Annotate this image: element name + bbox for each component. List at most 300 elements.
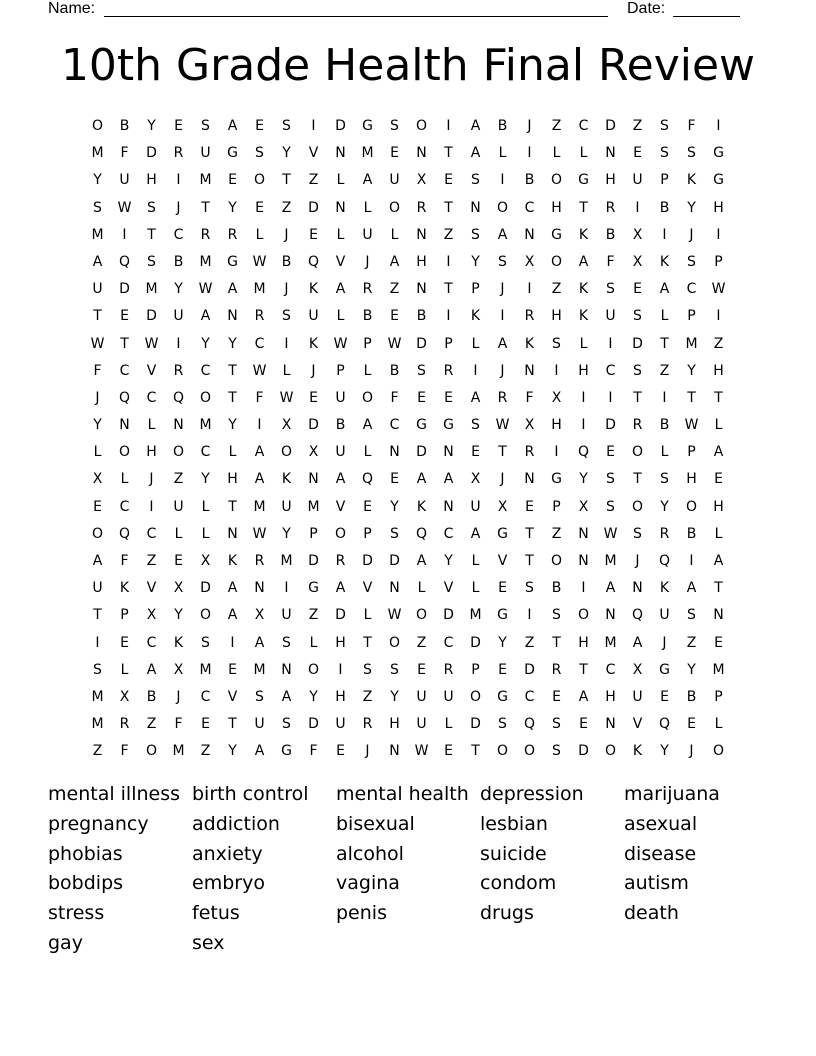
grid-letter: I <box>122 226 127 243</box>
grid-letter: Y <box>579 471 588 488</box>
grid-letter: L <box>390 226 399 243</box>
grid-letter: H <box>551 308 562 325</box>
grid-letter: E <box>228 661 237 678</box>
grid-letter: A <box>470 145 481 162</box>
grid-letter: E <box>363 498 372 515</box>
grid-letter: V <box>335 498 346 515</box>
grid-letter: I <box>257 417 262 434</box>
grid-letter: C <box>146 634 157 651</box>
grid-row <box>84 195 732 222</box>
grid-letter: J <box>635 553 640 569</box>
word-list-item: addiction <box>192 812 280 835</box>
grid-letter: A <box>632 634 643 651</box>
grid-letter: T <box>633 389 642 406</box>
grid-letter: L <box>471 335 480 352</box>
grid-letter: L <box>363 607 372 624</box>
grid-letter: E <box>417 661 426 678</box>
word-list-item: sex <box>192 931 225 954</box>
word-list-row <box>48 929 768 959</box>
grid-letter: M <box>199 661 212 678</box>
grid-letter: L <box>336 308 345 325</box>
grid-letter: R <box>362 716 373 733</box>
grid-letter: H <box>146 444 157 461</box>
grid-row <box>84 385 732 412</box>
word-list-item: penis <box>336 902 387 925</box>
grid-letter: L <box>660 308 669 325</box>
grid-row <box>84 575 732 602</box>
grid-letter: S <box>660 118 669 134</box>
word-list-item: pregnancy <box>48 812 149 835</box>
grid-letter: T <box>579 199 588 216</box>
grid-letter: E <box>633 145 642 162</box>
grid-letter: I <box>527 281 532 298</box>
grid-letter: O <box>199 389 212 406</box>
grid-letter: C <box>200 362 211 379</box>
grid-letter: W <box>333 335 348 352</box>
grid-letter: Z <box>524 634 535 651</box>
grid-letter: N <box>119 417 130 434</box>
grid-row <box>84 412 732 439</box>
grid-letter: T <box>444 281 453 298</box>
grid-letter: V <box>632 716 643 733</box>
grid-letter: O <box>604 743 617 760</box>
grid-row <box>84 276 732 303</box>
grid-letter: H <box>146 172 157 189</box>
grid-letter: G <box>497 607 508 624</box>
grid-letter: E <box>390 471 399 488</box>
grid-letter: N <box>281 661 292 678</box>
grid-letter: O <box>469 688 482 705</box>
grid-letter: O <box>577 607 590 624</box>
grid-row <box>84 657 732 684</box>
name-label: Name: <box>48 0 96 17</box>
grid-letter: A <box>335 281 346 298</box>
grid-letter: Y <box>174 281 183 298</box>
grid-letter: R <box>524 308 535 325</box>
grid-letter: T <box>201 199 210 216</box>
grid-letter: W <box>495 417 510 434</box>
grid-letter: A <box>92 553 103 569</box>
grid-letter: A <box>659 281 670 298</box>
grid-letter: G <box>362 118 373 134</box>
grid-letter: X <box>551 389 562 406</box>
grid-letter: A <box>470 118 481 134</box>
grid-letter: S <box>525 580 534 597</box>
grid-letter: Z <box>416 634 427 651</box>
grid-letter: K <box>632 743 643 760</box>
grid-row <box>84 738 732 765</box>
grid-letter: I <box>581 580 586 597</box>
grid-letter: D <box>416 335 427 352</box>
grid-row <box>84 358 732 385</box>
grid-letter: R <box>362 281 373 298</box>
grid-letter: M <box>253 498 266 515</box>
grid-letter: D <box>524 661 535 678</box>
grid-letter: Q <box>658 553 671 569</box>
grid-letter: D <box>605 417 616 434</box>
word-list-row <box>48 810 768 840</box>
grid-letter: E <box>552 688 561 705</box>
word-list-item: fetus <box>192 902 240 925</box>
grid-row <box>84 548 732 575</box>
word-list-item: bisexual <box>336 812 415 835</box>
grid-letter: Y <box>660 498 669 515</box>
word-list-row <box>48 899 768 929</box>
grid-letter: Z <box>686 634 697 651</box>
grid-row <box>84 331 732 358</box>
grid-letter: J <box>689 743 694 760</box>
grid-letter: Y <box>282 525 291 542</box>
grid-letter: N <box>173 417 184 434</box>
grid-letter: I <box>527 607 532 624</box>
grid-letter: X <box>119 688 130 705</box>
grid-letter: Z <box>632 118 643 134</box>
grid-letter: S <box>471 226 480 243</box>
word-list-item: stress <box>48 902 105 925</box>
grid-letter: Y <box>228 743 237 760</box>
grid-row <box>84 711 732 738</box>
grid-letter: S <box>255 688 264 705</box>
grid-letter: A <box>362 172 373 189</box>
grid-letter: O <box>496 199 509 216</box>
grid-letter: E <box>444 743 453 760</box>
grid-letter: D <box>470 716 481 733</box>
grid-letter: U <box>200 145 211 162</box>
grid-letter: A <box>227 607 238 624</box>
grid-letter: I <box>95 634 100 651</box>
grid-letter: A <box>713 553 724 569</box>
grid-letter: N <box>254 580 265 597</box>
grid-letter: X <box>470 471 481 488</box>
grid-letter: Y <box>660 743 669 760</box>
grid-letter: U <box>632 172 643 189</box>
grid-letter: C <box>119 498 130 515</box>
grid-letter: A <box>605 580 616 597</box>
grid-letter: B <box>119 118 130 134</box>
grid-row <box>84 113 732 140</box>
grid-letter: C <box>524 199 535 216</box>
grid-letter: W <box>603 525 618 542</box>
grid-letter: H <box>686 471 697 488</box>
grid-letter: I <box>581 417 586 434</box>
grid-letter: J <box>365 253 370 270</box>
grid-letter: Z <box>308 607 319 624</box>
grid-letter: O <box>415 607 428 624</box>
grid-letter: P <box>714 253 723 270</box>
grid-letter: D <box>335 118 346 134</box>
grid-letter: A <box>497 335 508 352</box>
grid-letter: B <box>146 688 157 705</box>
grid-letter: I <box>338 661 343 678</box>
grid-letter: L <box>552 145 561 162</box>
grid-letter: T <box>93 607 102 624</box>
grid-letter: J <box>662 634 667 651</box>
grid-letter: C <box>146 389 157 406</box>
grid-letter: C <box>578 118 589 134</box>
grid-letter: M <box>604 553 617 569</box>
grid-letter: W <box>117 199 132 216</box>
grid-letter: M <box>307 498 320 515</box>
grid-letter: N <box>227 308 238 325</box>
grid-letter: N <box>524 471 535 488</box>
grid-letter: M <box>280 553 293 569</box>
grid-letter: B <box>362 308 373 325</box>
grid-letter: T <box>228 716 237 733</box>
grid-letter: D <box>416 444 427 461</box>
header <box>0 0 816 20</box>
grid-letter: O <box>334 525 347 542</box>
grid-letter: E <box>336 743 345 760</box>
grid-letter: K <box>524 335 535 352</box>
grid-letter: P <box>444 335 453 352</box>
grid-letter: Z <box>443 226 454 243</box>
word-list-item: drugs <box>480 902 534 925</box>
grid-letter: B <box>686 525 697 542</box>
grid-row <box>84 466 732 493</box>
grid-letter: A <box>470 389 481 406</box>
grid-letter: Z <box>146 553 157 569</box>
grid-letter: X <box>173 580 184 597</box>
grid-letter: R <box>173 362 184 379</box>
grid-letter: L <box>336 226 345 243</box>
grid-letter: S <box>390 661 399 678</box>
grid-letter: V <box>335 253 346 270</box>
word-list-row <box>48 869 768 899</box>
word-list-item: marijuana <box>624 783 720 805</box>
grid-letter: N <box>713 607 724 624</box>
word-list-item: alcohol <box>336 842 404 865</box>
grid-letter: E <box>390 308 399 325</box>
grid-letter: F <box>93 362 102 379</box>
grid-letter: T <box>660 335 669 352</box>
grid-letter: A <box>578 253 589 270</box>
grid-letter: T <box>471 743 480 760</box>
grid-letter: U <box>389 172 400 189</box>
grid-letter: F <box>687 118 696 134</box>
grid-letter: N <box>578 553 589 569</box>
grid-letter: S <box>471 172 480 189</box>
word-list-item: condom <box>480 872 557 895</box>
grid-letter: W <box>684 417 699 434</box>
grid-letter: C <box>605 661 616 678</box>
grid-letter: K <box>659 580 670 597</box>
grid-letter: D <box>308 199 319 216</box>
grid-letter: N <box>389 580 400 597</box>
grid-letter: C <box>605 362 616 379</box>
grid-letter: E <box>120 634 129 651</box>
grid-letter: A <box>335 471 346 488</box>
word-list-item: mental illness <box>48 783 181 805</box>
grid-letter: L <box>228 444 237 461</box>
grid-letter: E <box>471 444 480 461</box>
grid-letter: D <box>470 634 481 651</box>
grid-letter: A <box>686 580 697 597</box>
grid-letter: U <box>659 607 670 624</box>
grid-row <box>84 630 732 657</box>
grid-letter: H <box>605 688 616 705</box>
grid-letter: G <box>443 417 454 434</box>
grid-letter: Y <box>444 553 453 569</box>
grid-letter: J <box>95 389 100 406</box>
grid-letter: D <box>335 607 346 624</box>
grid-letter: I <box>446 118 451 134</box>
grid-letter: S <box>417 362 426 379</box>
grid-letter: I <box>284 335 289 352</box>
grid-letter: A <box>578 688 589 705</box>
grid-letter: K <box>281 471 292 488</box>
grid-letter: P <box>687 444 696 461</box>
grid-letter: M <box>253 281 266 298</box>
grid-letter: J <box>500 281 505 298</box>
grid-letter: U <box>281 607 292 624</box>
grid-letter: G <box>227 253 238 270</box>
grid-letter: E <box>309 389 318 406</box>
grid-letter: Y <box>687 199 696 216</box>
grid-letter: E <box>498 580 507 597</box>
grid-letter: I <box>716 226 721 243</box>
grid-letter: A <box>227 580 238 597</box>
grid-letter: B <box>605 226 616 243</box>
grid-letter: O <box>91 118 104 134</box>
grid-letter: U <box>119 172 130 189</box>
grid-letter: U <box>335 444 346 461</box>
word-list-item: suicide <box>480 842 547 865</box>
grid-letter: N <box>605 145 616 162</box>
grid-letter: X <box>146 607 157 624</box>
grid-letter: A <box>92 253 103 270</box>
grid-letter: B <box>416 308 427 325</box>
grid-letter: U <box>173 498 184 515</box>
grid-letter: N <box>335 199 346 216</box>
grid-letter: K <box>470 308 481 325</box>
word-list-item: mental health <box>336 783 469 805</box>
grid-letter: D <box>605 118 616 134</box>
grid-letter: Q <box>172 389 185 406</box>
grid-letter: I <box>284 580 289 597</box>
grid-letter: O <box>388 199 401 216</box>
grid-letter: I <box>149 498 154 515</box>
grid-letter: I <box>176 335 181 352</box>
word-search-grid <box>84 113 732 766</box>
grid-letter: Y <box>309 688 318 705</box>
grid-letter: N <box>416 281 427 298</box>
grid-letter: W <box>198 281 213 298</box>
grid-letter: D <box>443 607 454 624</box>
grid-letter: S <box>552 743 561 760</box>
grid-letter: M <box>361 145 374 162</box>
grid-letter: L <box>336 172 345 189</box>
grid-letter: K <box>659 253 670 270</box>
grid-letter: V <box>308 145 319 162</box>
grid-letter: K <box>686 172 697 189</box>
grid-letter: W <box>252 253 267 270</box>
grid-letter: M <box>199 172 212 189</box>
grid-letter: X <box>281 417 292 434</box>
grid-letter: Z <box>389 281 400 298</box>
grid-letter: L <box>660 444 669 461</box>
grid-letter: S <box>606 498 615 515</box>
grid-letter: T <box>228 389 237 406</box>
grid-letter: S <box>633 525 642 542</box>
grid-letter: S <box>282 634 291 651</box>
grid-letter: D <box>308 553 319 569</box>
grid-letter: S <box>687 145 696 162</box>
grid-letter: S <box>282 308 291 325</box>
grid-letter: I <box>473 362 478 379</box>
date-blank-line <box>673 16 740 17</box>
grid-letter: C <box>200 444 211 461</box>
grid-letter: S <box>147 253 156 270</box>
grid-letter: P <box>120 607 129 624</box>
grid-letter: D <box>632 335 643 352</box>
grid-letter: N <box>335 145 346 162</box>
word-list-item: birth control <box>192 783 309 805</box>
grid-letter: B <box>173 253 184 270</box>
grid-letter: W <box>414 743 429 760</box>
grid-letter: K <box>119 580 130 597</box>
grid-letter: S <box>471 417 480 434</box>
grid-letter: P <box>552 498 561 515</box>
grid-letter: S <box>633 308 642 325</box>
grid-letter: H <box>335 634 346 651</box>
grid-letter: Q <box>415 525 428 542</box>
grid-letter: X <box>632 661 643 678</box>
grid-letter: A <box>470 525 481 542</box>
grid-letter: L <box>579 335 588 352</box>
grid-letter: V <box>146 362 157 379</box>
grid-letter: P <box>660 172 669 189</box>
grid-letter: O <box>685 498 698 515</box>
grid-letter: S <box>687 607 696 624</box>
grid-letter: S <box>606 471 615 488</box>
grid-letter: O <box>631 498 644 515</box>
grid-letter: X <box>524 417 535 434</box>
word-list-item: vagina <box>336 872 400 895</box>
grid-letter: T <box>714 389 723 406</box>
grid-letter: B <box>686 688 697 705</box>
grid-letter: H <box>605 172 616 189</box>
grid-letter: T <box>228 498 237 515</box>
grid-letter: O <box>361 389 374 406</box>
grid-letter: T <box>282 172 291 189</box>
grid-letter: I <box>554 362 559 379</box>
grid-row <box>84 439 732 466</box>
page-title: 10th Grade Health Final Review <box>60 40 756 91</box>
grid-letter: N <box>470 199 481 216</box>
grid-letter: S <box>201 118 210 134</box>
grid-row <box>84 167 732 194</box>
grid-letter: Y <box>228 335 237 352</box>
grid-letter: E <box>255 199 264 216</box>
grid-letter: J <box>689 226 694 243</box>
grid-letter: C <box>200 688 211 705</box>
word-list-item: asexual <box>624 812 698 835</box>
grid-letter: E <box>660 688 669 705</box>
grid-letter: E <box>525 498 534 515</box>
grid-letter: P <box>309 525 318 542</box>
grid-letter: P <box>363 335 372 352</box>
grid-letter: W <box>252 362 267 379</box>
grid-letter: R <box>335 553 346 569</box>
grid-letter: L <box>363 444 372 461</box>
grid-letter: U <box>416 688 427 705</box>
name-blank-line <box>104 16 608 17</box>
grid-letter: T <box>363 634 372 651</box>
grid-letter: I <box>662 226 667 243</box>
word-list-item: anxiety <box>192 842 263 865</box>
grid-letter: Z <box>551 525 562 542</box>
grid-letter: E <box>309 226 318 243</box>
